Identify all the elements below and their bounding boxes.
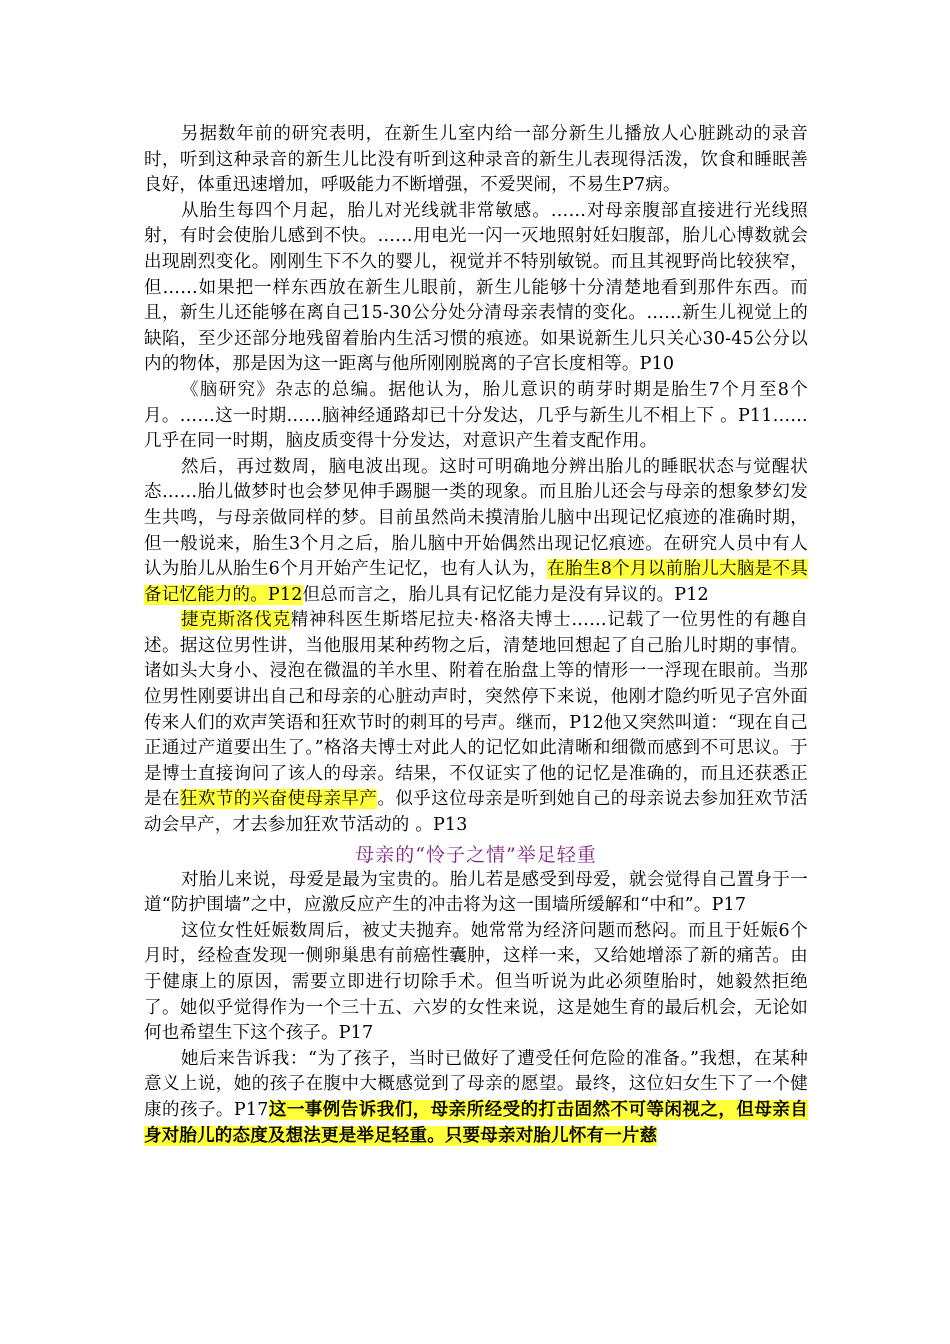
text-segment: 然后，再过数周，脑电波出现。这时可明确地分辨出胎儿的睡眠状态与觉醒状态……胎儿做梦时也会梦见伸手踢腿一类的现象。而且胎儿还会与母亲的想象梦幻发生共鸣，与母亲做同样的梦。目前虽然尚未摸清胎儿脑中出现记忆痕迹的准确时期，但一般说来，胎生3个月之后，胎儿脑中开始偶然出现记忆痕迹。在研究人员中有人认为胎儿从胎生6个月开始产生记忆，也有人认为， xyxy=(144,456,808,580)
body-text-before-heading xyxy=(144,122,808,839)
paragraph xyxy=(144,122,808,199)
text-segment: 《脑研究》杂志的总编。据他认为，胎儿意识的萌芽时期是胎生7个月至8个月。……这一时期……脑神经通路却已十分发达，几乎与新生儿不相上下 。P11……几乎在同一时期，脑皮质变得十分发达，对意识产生着支配作用。 xyxy=(144,379,808,452)
text-segment: 从胎生每四个月起，胎儿对光线就非常敏感。……对母亲腹部直接进行光线照射，有时会使胎儿感到不快。……用电光一闪一灭地照射妊妇腹部，胎儿心博数就会出现剧烈变化。刚刚生下不久的婴儿，视觉并不特别敏锐。而且其视野尚比较狭窄，但……如果把一样东西放在新生儿眼前，新生儿能够十分清楚地看到那件东西。而且，新生儿还能够在离自己15-30公分处分清母亲表情的变化。……新生儿视觉上的缺陷，至少还部分地残留着胎内生活习惯的痕迹。如果说新生儿只关心30-45公分以内的物体，那是因为这一距离与他所刚刚脱离的子宫长度相等。P10 xyxy=(144,200,808,375)
text-segment: 这位女性妊娠数周后，被丈夫抛弃。她常常为经济问题而愁闷。而且于妊娠6个月时，经检查发现一侧卵巢患有前癌性囊肿，这样一来，又给她增添了新的痛苦。由于健康上的原因，需要立即进行切除手术。但当听说为此必须堕胎时，她毅然拒绝了。她似乎觉得作为一个三十五、六岁的女性来说，这是她生育的最后机会，无论如何也希望生下这个孩子。P17 xyxy=(144,920,808,1044)
highlighted-text: 捷克斯洛伐克 xyxy=(181,610,291,631)
paragraph xyxy=(144,608,808,838)
text-segment: 。似乎这位母亲是听到她自己的母亲说去参加狂欢节活动会早产，才去参加狂欢节活动的 。P13 xyxy=(144,789,808,836)
paragraph xyxy=(144,1047,808,1149)
document-page xyxy=(144,122,808,1149)
highlighted-text: 在胎生8个月以前胎儿大脑是不具备记忆能力的。P12 xyxy=(144,559,808,605)
paragraph xyxy=(144,455,808,609)
text-segment: 她后来告诉我：“为了孩子，当时已做好了遭受任何危险的准备。”我想，在某种意义上说，她的孩子在腹中大概感觉到了母亲的愿望。最终，这位妇女生下了一个健康的孩子。P17 xyxy=(144,1048,808,1120)
highlighted-text: 这一事例告诉我们，母亲所经受的打击固然不可等闲视之，但母亲自身对胎儿的态度及想法更是举足轻重。只要母亲对胎儿怀有一片慈 xyxy=(144,1099,808,1146)
paragraph xyxy=(144,199,808,378)
section-heading: 母亲的“怜子之情”举足轻重 xyxy=(355,843,597,866)
text-segment: 对胎儿来说，母爱是最为宝贵的。胎儿若是感受到母爱，就会觉得自己置身于一道“防护围墙”之中，应激反应产生的冲击将为这一围墙所缓解和“中和”。P17 xyxy=(144,869,808,916)
text-segment: 另据数年前的研究表明，在新生儿室内给一部分新生儿播放人心脏跳动的录音时，听到这种录音的新生儿比没有听到这种录音的新生儿表现得活泼，饮食和睡眠善良好，体重迅速增加，呼吸能力不断增强，不爱哭闹，不易生P7病。 xyxy=(144,124,808,196)
paragraph xyxy=(144,868,808,919)
paragraph xyxy=(144,378,808,455)
highlighted-text: 狂欢节的兴奋使母亲早产 xyxy=(179,789,378,810)
text-segment: 但总而言之，胎儿具有记忆能力是没有异议的。P12 xyxy=(302,584,709,605)
paragraph xyxy=(144,919,808,1047)
body-text-after-heading xyxy=(144,868,808,1150)
text-segment: 精神科医生斯塔尼拉夫·格洛夫博士……记载了一位男性的有趣自述。据这位男性讲，当他服用某种药物之后，清楚地回想起了自己胎儿时期的事情。诸如头大身小、浸泡在微温的羊水里、附着在胎盘上等的情形一一浮现在眼前。当那位男性刚要讲出自己和母亲的心脏动声时，突然停下来说，他刚才隐约听见子宫外面传来人们的欢声笑语和狂欢节时的刺耳的号声。继而，P12他又突然叫道：“现在自己正通过产道要出生了。”格洛夫博士对此人的记忆如此清晰和细微而感到不可思议。于是博士直接询问了该人的母亲。结果，不仅证实了他的记忆是准确的，而且还获悉正是在 xyxy=(144,610,808,810)
